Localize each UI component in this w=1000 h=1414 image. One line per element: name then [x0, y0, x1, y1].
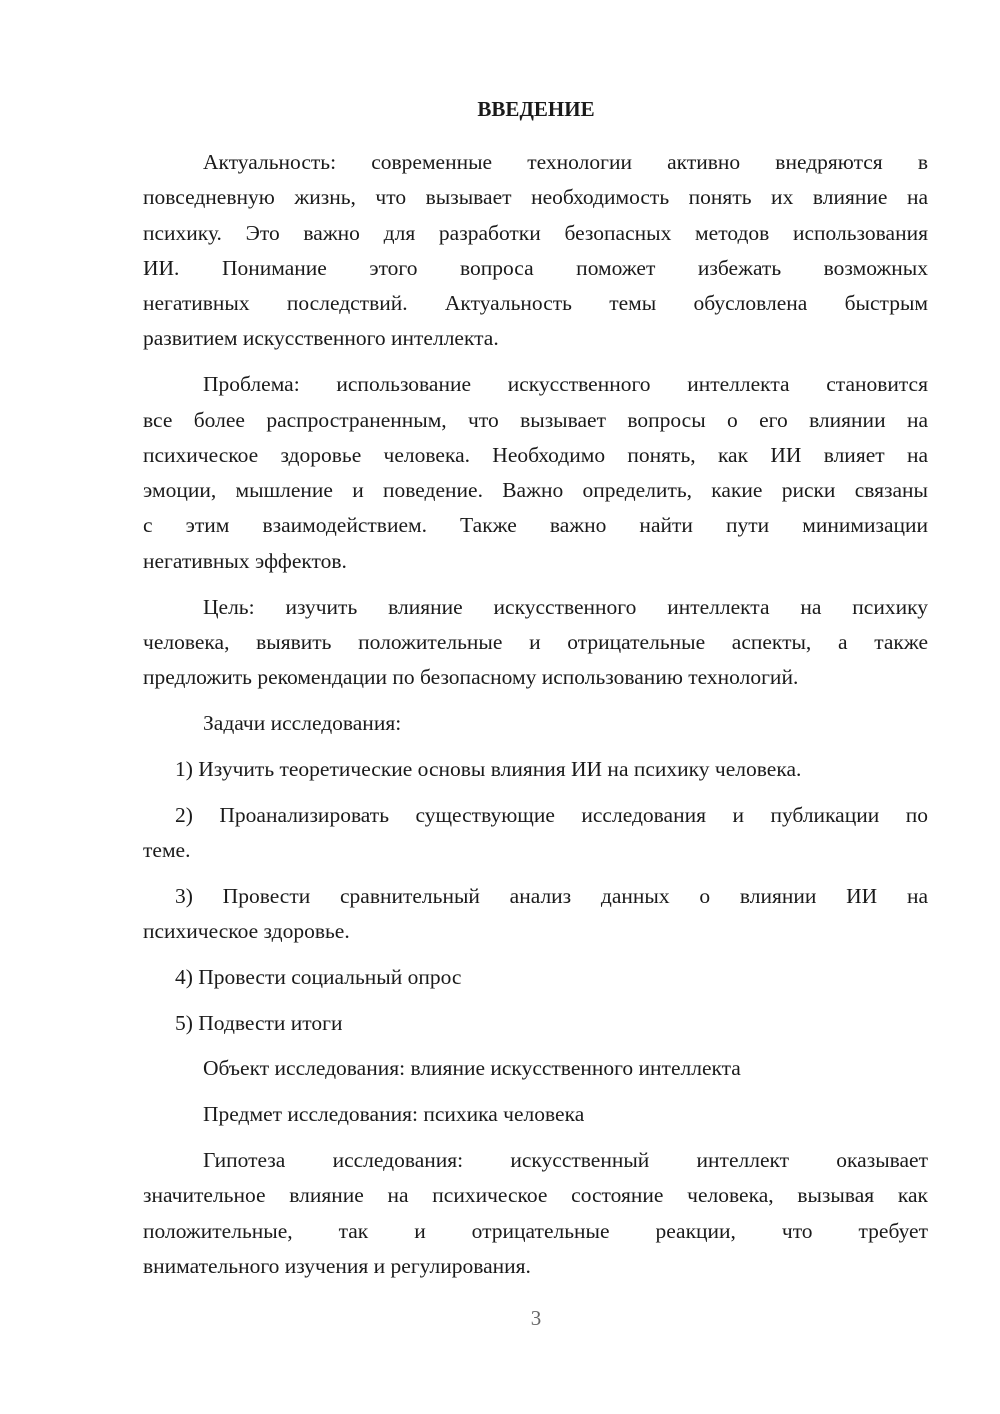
text-line: ИИ. Понимание этого вопроса поможет избежать возможных	[143, 255, 928, 280]
page-number: 3	[530, 1306, 542, 1330]
text-line: внимательного изучения и регулирования.	[143, 1253, 531, 1278]
text-line: значительное влияние на психическое состояние человека, вызывая как	[143, 1183, 928, 1208]
paragraph	[143, 1143, 928, 1284]
list-item	[143, 798, 928, 869]
paragraph	[143, 1051, 928, 1086]
paragraph	[143, 706, 928, 741]
list-item	[143, 879, 928, 950]
text-line: 1) Изучить теоретические основы влияния ИИ на психику человека.	[175, 756, 802, 781]
text-line: все более распространенным, что вызывает вопросы о его влиянии на	[143, 407, 928, 432]
text-line: психику. Это важно для разработки безопасных методов использования	[143, 220, 928, 245]
text-line: теме.	[143, 837, 191, 862]
text-line: Цель: изучить влияние искусственного интеллекта на психику	[203, 594, 928, 619]
paragraph	[143, 145, 928, 357]
list-item	[143, 960, 928, 995]
text-line: Предмет исследования: психика человека	[203, 1102, 585, 1127]
text-line: эмоции, мышление и поведение. Важно определить, какие риски связаны	[143, 478, 928, 503]
paragraph	[143, 590, 928, 696]
paragraph	[143, 1097, 928, 1132]
text-line: психическое здоровье.	[143, 918, 350, 943]
text-line: человека, выявить положительные и отрицательные аспекты, а также	[143, 629, 928, 654]
section-title: ВВЕДЕНИЕ	[477, 97, 595, 121]
text-line: Задачи исследования:	[203, 710, 402, 735]
text-line: с этим взаимодействием. Также важно найти пути минимизации	[143, 513, 928, 538]
text-line: повседневную жизнь, что вызывает необходимость понять их влияние на	[143, 185, 928, 210]
list-item	[143, 1006, 928, 1041]
text-line: Проблема: использование искусственного интеллекта становится	[203, 372, 928, 397]
text-line: 4) Провести социальный опрос	[175, 964, 462, 989]
text-line: психическое здоровье человека. Необходимо понять, как ИИ влияет на	[143, 442, 928, 467]
text-line: 3) Провести сравнительный анализ данных о влиянии ИИ на	[175, 883, 928, 908]
text-line: негативных последствий. Актуальность темы обусловлена быстрым	[143, 291, 928, 316]
list-item	[143, 752, 928, 787]
text-line: негативных эффектов.	[143, 548, 347, 573]
text-line: положительные, так и отрицательные реакции, что требует	[143, 1218, 928, 1243]
document-body	[143, 145, 928, 1295]
text-line: Гипотеза исследования: искусственный интеллект оказывает	[203, 1147, 928, 1172]
paragraph	[143, 367, 928, 579]
text-line: 5) Подвести итоги	[175, 1010, 343, 1035]
text-line: 2) Проанализировать существующие исследования и публикации по	[175, 802, 928, 827]
text-line: предложить рекомендации по безопасному использованию технологий.	[143, 665, 799, 690]
text-line: Объект исследования: влияние искусственного интеллекта	[203, 1056, 741, 1081]
text-line: Актуальность: современные технологии активно внедряются в	[203, 150, 928, 174]
text-line: развитием искусственного интеллекта.	[143, 326, 499, 351]
